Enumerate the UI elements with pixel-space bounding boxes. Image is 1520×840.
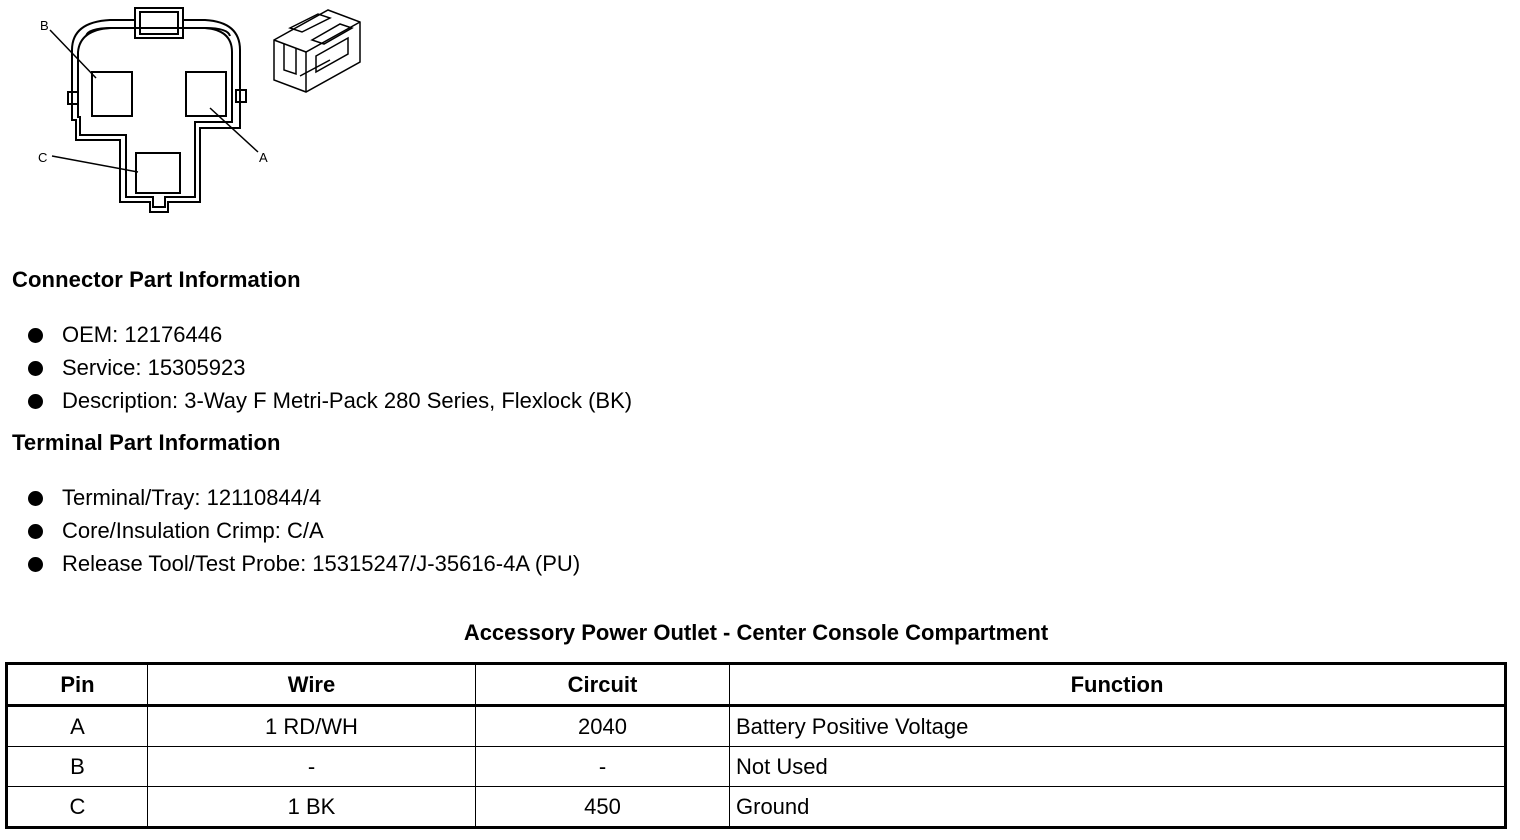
terminal-info-list: [28, 485, 580, 584]
connector-description: Description: 3-Way F Metri-Pack 280 Series, Flexlock (BK): [62, 388, 633, 413]
connector-service: Service: 15305923: [62, 355, 246, 380]
terminal-tray: Terminal/Tray: 12110844/4: [62, 485, 322, 510]
list-item: [28, 518, 580, 551]
cell-circuit: -: [476, 747, 730, 787]
cell-pin: A: [7, 706, 148, 747]
header-function: Function: [730, 664, 1506, 706]
terminal-crimp: Core/Insulation Crimp: C/A: [62, 518, 324, 543]
list-item: [28, 388, 632, 421]
header-pin: Pin: [7, 664, 148, 706]
table-title: Accessory Power Outlet - Center Console Compartment: [463, 620, 1049, 645]
cell-circuit: 450: [476, 787, 730, 828]
connector-info-heading: Connector Part Information: [12, 267, 301, 292]
connector-info-list: [28, 322, 632, 421]
connector-diagram: [0, 0, 380, 225]
list-item: [28, 485, 580, 518]
pin-label-c: C: [38, 150, 48, 165]
header-circuit: Circuit: [476, 664, 730, 706]
bullet-icon: [28, 524, 43, 539]
table-row: [7, 747, 1506, 787]
cell-function: Ground: [730, 787, 1506, 828]
list-item: [28, 355, 632, 388]
header-wire: Wire: [148, 664, 476, 706]
terminal-release-tool: Release Tool/Test Probe: 15315247/J-35616-4A (PU): [62, 551, 581, 576]
pinout-table: [5, 662, 1507, 829]
cell-wire: 1 RD/WH: [148, 706, 476, 747]
cell-pin: C: [7, 787, 148, 828]
pin-label-a: A: [259, 150, 268, 165]
bullet-icon: [28, 491, 43, 506]
table-header-row: [7, 664, 1506, 706]
cell-pin: B: [7, 747, 148, 787]
bullet-icon: [28, 557, 43, 572]
table-row: [7, 787, 1506, 828]
connector-thumbnail: [274, 10, 360, 92]
bullet-icon: [28, 328, 43, 343]
cell-function: Not Used: [730, 747, 1506, 787]
cell-function: Battery Positive Voltage: [730, 706, 1506, 747]
list-item: [28, 322, 632, 355]
cell-circuit: 2040: [476, 706, 730, 747]
pin-label-b: B: [40, 18, 49, 33]
bullet-icon: [28, 394, 43, 409]
connector-oem: OEM: 12176446: [62, 322, 223, 347]
terminal-info-heading: Terminal Part Information: [12, 430, 281, 455]
table-row: [7, 706, 1506, 747]
cell-wire: 1 BK: [148, 787, 476, 828]
cell-wire: -: [148, 747, 476, 787]
bullet-icon: [28, 361, 43, 376]
list-item: [28, 551, 580, 584]
